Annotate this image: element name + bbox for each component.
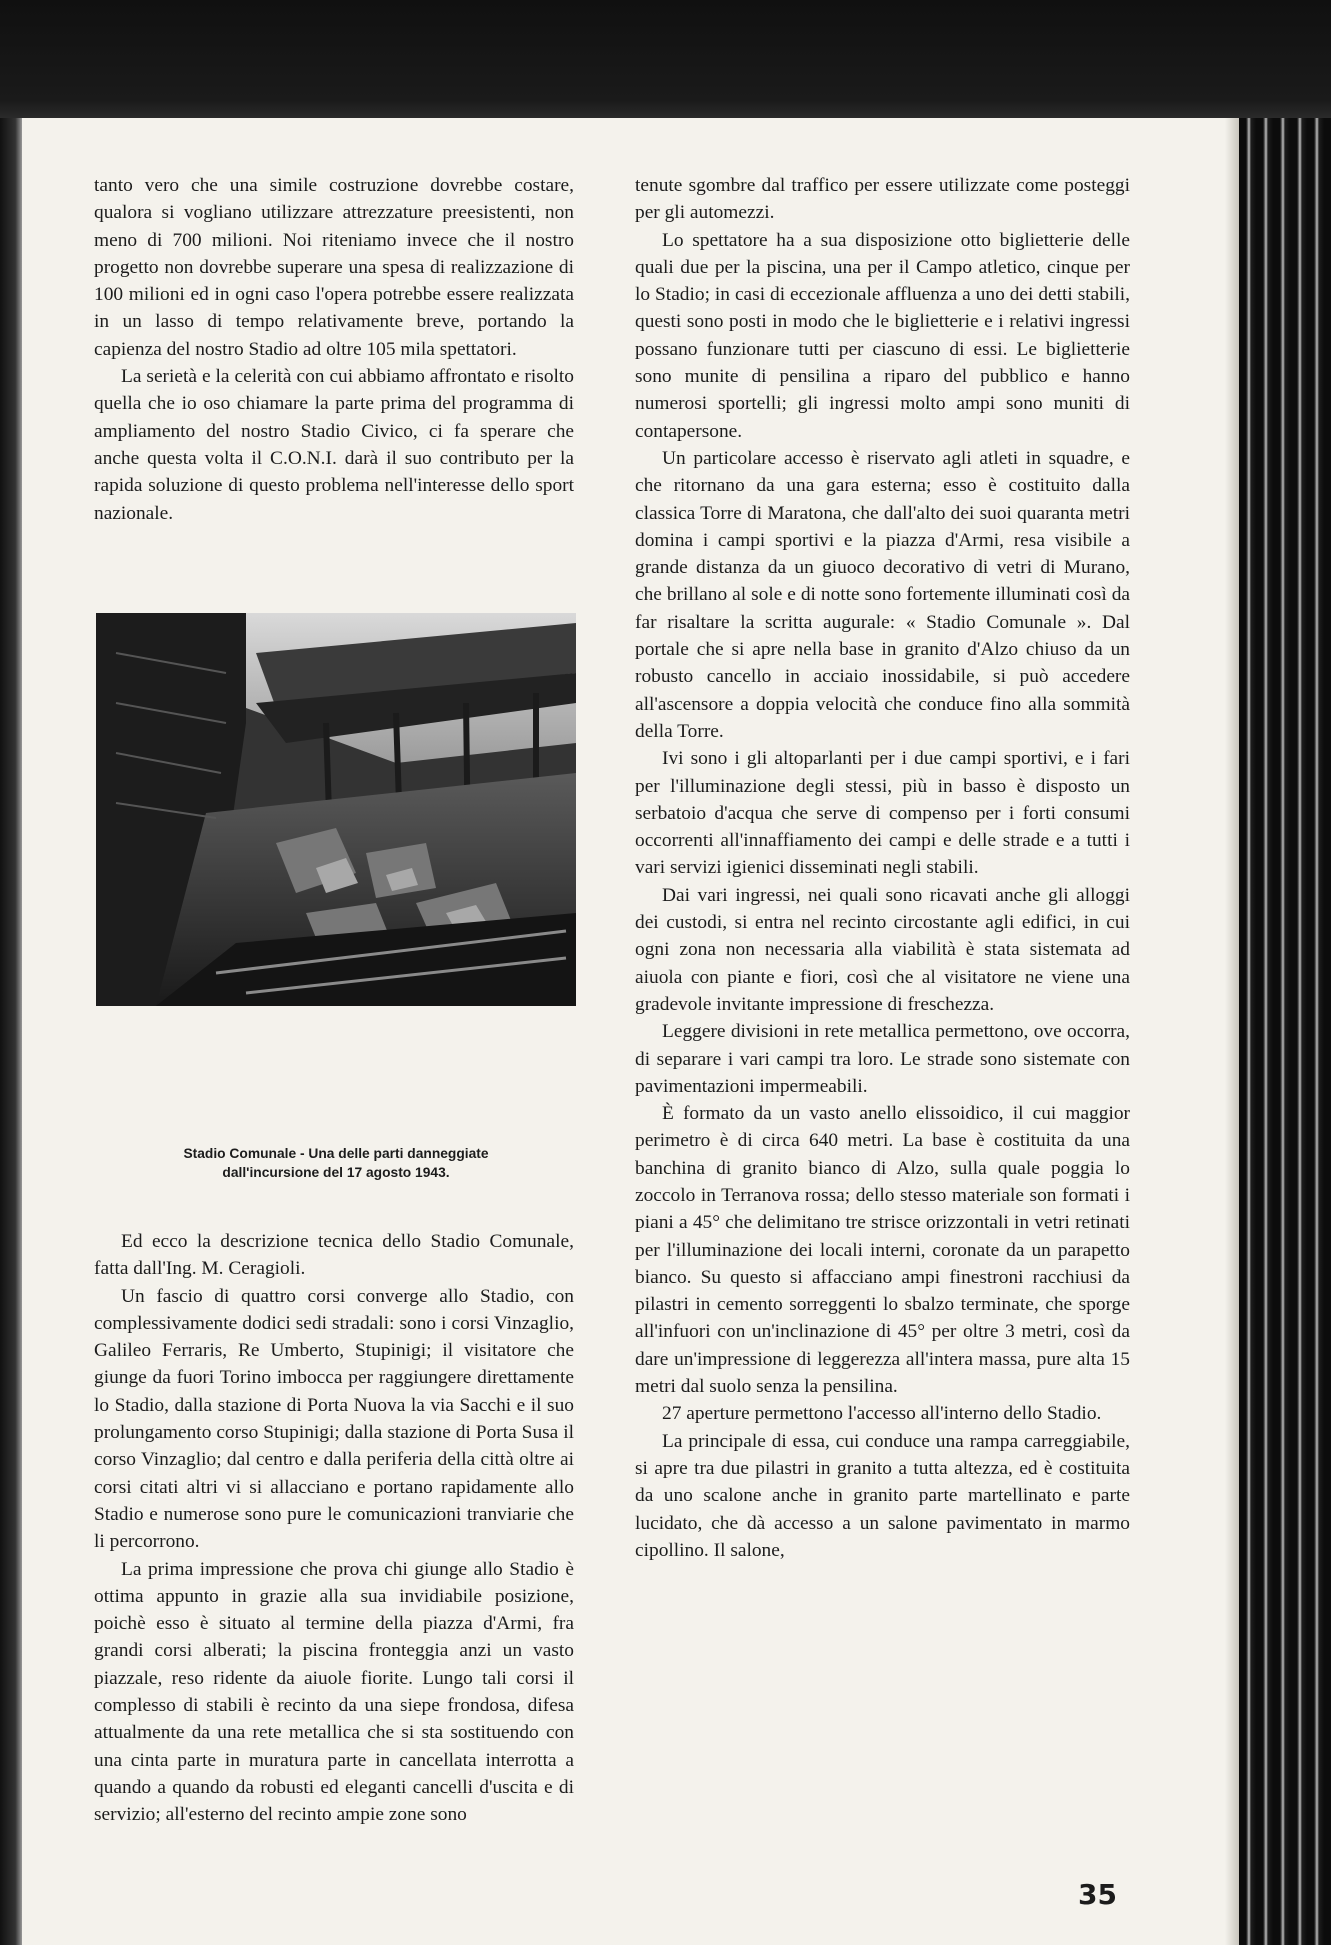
scan-left-edge xyxy=(0,118,22,1945)
right-column xyxy=(635,172,1130,1564)
page-number: 35 xyxy=(1078,1878,1117,1911)
paragraph: Un fascio di quattro corsi converge allo Stadio, con complessivamente dodici sedi stradali: sono i corsi Vinzaglio, Galileo Ferraris, Re Umberto, Stupinigi; il visitatore che giunge da fuori Torino imbocca per raggiungere direttamente lo Stadio, dalla stazione di Porta Nuova la via Sacchi e il suo prolungamento corso Stupinigi; dalla stazione di Porta Susa il corso Vinzaglio; dal centro e dalla periferia della città oltre ai corsi citati altri vi si allacciano e portano rapidamente allo Stadio e numerose sono pure le comunicazioni tranviarie che li percorrono. xyxy=(94,1285,574,1553)
paragraph: È formato da un vasto anello elissoidico, il cui maggior perimetro è di circa 640 metri. La base è costituita da una banchina di granito bianco di Alzo, sulla quale poggia lo zoccolo in Terranova rossa; dello stesso materiale son formati i piani a 45° che delimitano tre strisce orizzontali in vetri retinati per l'illuminazione dei locali interni, coronate da un parapetto bianco. Su questo si affacciano ampi finestroni racchiusi da pilastri in cemento sorreggenti lo sbalzo terminate, che sporge all'infuori con un'inclinazione di 45° per oltre 3 metri, così da dare un'impressione di leggerezza all'intera massa, pure alta 15 metri dal suolo senza la pensilina. xyxy=(635,1103,1130,1398)
paragraph: Ed ecco la descrizione tecnica dello Stadio Comunale, fatta dall'Ing. M. Ceragioli. xyxy=(94,1231,574,1280)
paragraph: La prima impressione che prova chi giunge allo Stadio è ottima appunto in grazie alla sua invidiabile posizione, poichè esso è situato al termine della piazza d'Armi, fra grandi corsi alberati; la piscina fronteggia anzi un vasto piazzale, reso ridente da aiuole fiorite. Lungo tali corsi il complesso di stabili è recinto da una siepe frondosa, difesa attualmente da una rete metallica che si sta sostituendo con una cinta parte in muratura parte in cancellata interrotta a quando a quando da robusti ed eleganti cancelli d'uscita e di servizio; all'esterno del recinto ampie zone sono xyxy=(94,1558,574,1826)
paragraph: tanto vero che una simile costruzione dovrebbe costare, qualora si vogliano utilizzare attrezzature preesistenti, non meno di 700 milioni. Noi riteniamo invece che il nostro progetto non dovrebbe superare una spesa di realizzazione di 100 milioni ed in ogni caso l'opera potrebbe essere realizzata in un lasso di tempo relativamente breve, portando la capienza del nostro Stadio ad oltre 105 mila spettatori. xyxy=(94,175,574,360)
paragraph: Un particolare accesso è riservato agli atleti in squadre, e che ritornano da una gara esterna; esso è costituito dalla classica Torre di Maratona, che dall'alto dei suoi quaranta metri domina i campi sportivi e la piazza d'Armi, resa visibile a grande distanza da un giuoco decorativo di vetri di Murano, che brillano al sole e di notte sono fortemente illuminati così da far risaltare la scritta augurale: « Stadio Comunale ». Dal portale che si apre nella base in granito d'Alzo chiuso da un robusto cancello in acciaio inossidabile, si può accedere all'ascensore a doppia velocità che conduce fino alla sommità della Torre. xyxy=(635,447,1130,742)
paragraph: Ivi sono i gli altoparlanti per i due campi sportivi, e i fari per l'illuminazione degli stessi, più in basso è disposto un serbatoio d'acqua che serve di compenso per i forti consumi occorrenti all'innaffiamento dei campi e delle strade e a tutti i vari servizi igienici disseminati negli stabili. xyxy=(635,748,1130,879)
photo-caption xyxy=(96,1144,576,1182)
paragraph: Leggere divisioni in rete metallica permettono, ove occorra, di separare i vari campi tra loro. Le strade sono sistemate con pavimentazioni impermeabili. xyxy=(635,1021,1130,1097)
stadium-damage-photo xyxy=(96,613,576,1006)
book-spine xyxy=(1239,118,1331,1945)
paragraph: La serietà e la celerità con cui abbiamo affrontato e risolto quella che io oso chiamare la parte prima del programma di ampliamento del nostro Stadio Civico, ci fa sperare che anche questa volta il C.O.N.I. darà il suo contributo per la rapida soluzione di questo problema nell'interesse dello sport nazionale. xyxy=(94,366,574,524)
left-column-top xyxy=(94,172,574,527)
paragraph: Dai vari ingressi, nei quali sono ricavati anche gli alloggi dei custodi, si entra nel recinto circostante agli edifici, in cui ogni zona non necessaria alla viabilità è stata sistemata ad aiuola con piante e fiori, così che al visitatore ne viene una gradevole invitante impressione di freschezza. xyxy=(635,884,1130,1015)
page-gutter-shadow xyxy=(1225,118,1239,1945)
left-column-bottom xyxy=(94,1228,574,1829)
paragraph: Lo spettatore ha a sua disposizione otto biglietterie delle quali due per la piscina, una per il Campo atletico, cinque per lo Stadio; in casi di eccezionale affluenza a uno dei detti stabili, questi sono posti in modo che le biglietterie e i relativi ingressi possano funzionare tutti per ciascuno di essi. Le biglietterie sono munite di pensilina a riparo del pubblico e hanno numerosi sportelli; gli ingressi molto ampi sono muniti di contapersone. xyxy=(635,229,1130,442)
caption-line: dall'incursione del 17 agosto 1943. xyxy=(222,1165,450,1180)
paragraph: La principale di essa, cui conduce una rampa carreggiabile, si apre tra due pilastri in granito a tutta altezza, ed è costituita da uno scalone anche in granito parte martellinato e parte lucidato, che dà accesso a un salone pavimentato in marmo cipollino. Il salone, xyxy=(635,1430,1130,1561)
paragraph: 27 aperture permettono l'accesso all'interno dello Stadio. xyxy=(662,1403,1102,1425)
caption-line: Stadio Comunale - Una delle parti danneggiate xyxy=(183,1146,489,1161)
paragraph: tenute sgombre dal traffico per essere utilizzate come posteggi per gli automezzi. xyxy=(635,175,1130,224)
book-page xyxy=(22,118,1225,1945)
scan-top-shadow xyxy=(0,0,1331,118)
